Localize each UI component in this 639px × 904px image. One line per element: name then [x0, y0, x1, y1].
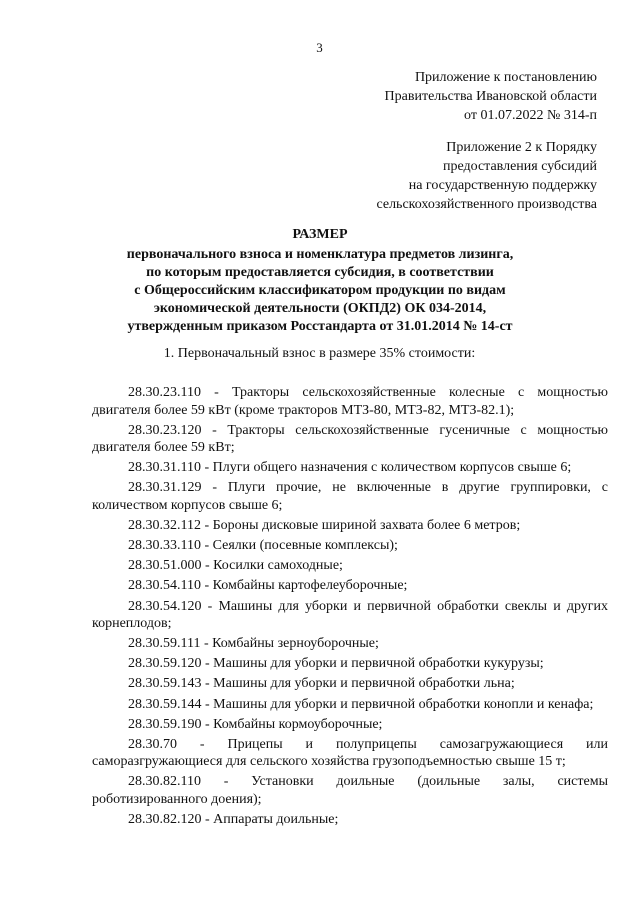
list-item [92, 655, 608, 673]
title-line: первоначального взноса и номенклатура предметов лизинга, [126, 247, 514, 262]
item-list [92, 384, 608, 831]
title-main: РАЗМЕР [292, 227, 348, 242]
item-code: 28.30.31.110 [128, 460, 201, 476]
list-item [92, 675, 608, 693]
list-item [92, 598, 608, 633]
item-code: 28.30.23.110 [128, 385, 201, 400]
annex-line: предоставления субсидий [442, 159, 597, 174]
item-text: - Машины для уборки и первичной обработки конопли и кенафа; [201, 696, 594, 712]
approval-line: Правительства Ивановской области [384, 89, 597, 104]
list-item [92, 479, 608, 514]
list-item [92, 635, 608, 653]
list-item [92, 459, 608, 477]
list-item [92, 557, 608, 575]
item-text: - Машины для уборки и первичной обработки свеклы и других корнеплодов; [92, 598, 608, 632]
list-item [92, 422, 608, 457]
item-code: 28.30.59.190 [128, 716, 202, 732]
annex-line: сельскохозяйственного производства [376, 197, 597, 212]
page-number: 3 [316, 40, 323, 55]
item-text: - Комбайны кормоуборочные; [201, 716, 383, 732]
item-code: 28.30.59.120 [128, 656, 202, 672]
item-code: 28.30.59.111 [128, 636, 201, 652]
item-code: 28.30.33.110 [128, 538, 201, 554]
title-line: экономической деятельности (ОКПД2) ОК 034-2014, [153, 301, 487, 316]
item-code: 28.30.32.112 [128, 518, 201, 534]
title-line: по которым предоставляется субсидия, в соответствии [146, 265, 494, 280]
title-line: утвержденным приказом Росстандарта от 31.01.2014 № 14-ст [127, 319, 513, 334]
annex-line: Приложение 2 к Порядку [446, 140, 597, 155]
list-item [92, 811, 608, 829]
item-code: 28.30.70 [128, 736, 177, 752]
annex-note [376, 138, 597, 214]
item-text: - Плуги прочие, не включенные в другие группировки, с количеством корпусов свыше 6; [92, 480, 608, 514]
list-item [92, 773, 608, 808]
item-code: 28.30.59.143 [128, 676, 202, 692]
item-text: - Установки доильные (доильные залы, системы роботизированного доения); [92, 774, 608, 807]
approval-line: Приложение к постановлению [414, 70, 597, 85]
item-code: 28.30.59.144 [128, 696, 202, 712]
item-code: 28.30.82.110 [128, 774, 201, 790]
title-line: с Общероссийским классификатором продукции по видам [134, 283, 506, 298]
item-text: - Машины для уборки и первичной обработки кукурузы; [201, 656, 544, 672]
item-code: 28.30.31.129 [128, 480, 202, 496]
list-item [92, 696, 608, 714]
item-text: - Аппараты доильные; [201, 812, 339, 828]
item-text: - Бороны дисковые шириной захвата более 6 метров; [200, 518, 521, 534]
item-code: 28.30.54.120 [128, 598, 202, 614]
list-item [92, 384, 608, 419]
list-item [92, 537, 608, 555]
item-text: - Комбайны зерноуборочные; [200, 636, 379, 652]
document-title [60, 226, 580, 336]
annex-line: на государственную поддержку [408, 178, 597, 193]
item-text: - Косилки самоходные; [201, 558, 343, 574]
section-heading: 1. Первоначальный взнос в размере 35% стоимости: [163, 346, 476, 361]
item-text: - Тракторы сельскохозяйственные колесные с мощностью двигателя более 59 кВт (кроме тракторов МТЗ-80, МТЗ-82, МТЗ-82.1); [92, 385, 608, 418]
list-item [92, 517, 608, 535]
item-text: - Сеялки (посевные комплексы); [200, 538, 398, 554]
item-code: 28.30.23.120 [128, 422, 202, 438]
item-code: 28.30.82.120 [128, 812, 202, 828]
list-item [92, 736, 608, 771]
item-text: - Тракторы сельскохозяйственные гусеничные с мощностью двигателя более 59 кВт; [92, 422, 608, 456]
item-text: - Прицепы и полуприцепы самозагружающиеся или саморазгружающиеся для сельского хозяйства грузоподъемностью свыше 15 т; [92, 736, 608, 770]
list-item [92, 577, 608, 595]
item-code: 28.30.51.000 [128, 558, 202, 574]
item-text: - Машины для уборки и первичной обработки льна; [201, 676, 515, 692]
list-item [92, 716, 608, 734]
item-text: - Плуги общего назначения с количеством корпусов свыше 6; [200, 460, 572, 476]
item-text: - Комбайны картофелеуборочные; [200, 578, 408, 594]
approval-line: от 01.07.2022 № 314-п [464, 108, 597, 123]
item-code: 28.30.54.110 [128, 578, 201, 594]
approval-note [385, 68, 597, 125]
